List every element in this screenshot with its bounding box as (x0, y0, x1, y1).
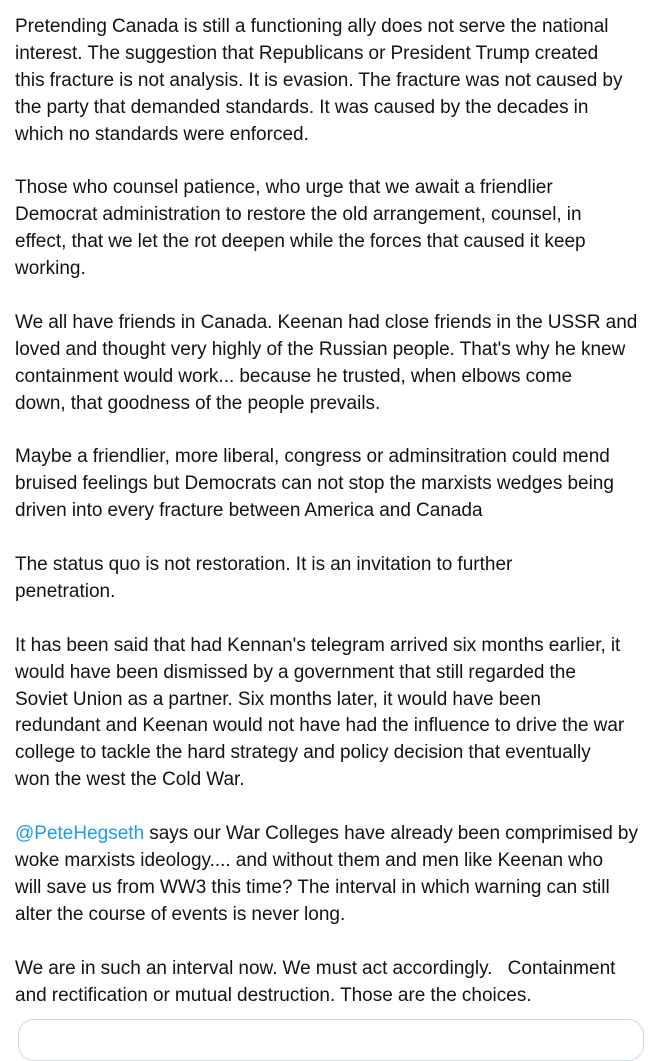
text-line: Pretending Canada is still a functioning ally does not serve the national (15, 16, 609, 37)
post-text (15, 14, 655, 1036)
paragraph-8 (15, 956, 655, 1010)
text-line: won the west the Cold War. (15, 769, 245, 791)
text-line: The status quo is not restoration. It is an invitation to further (15, 554, 513, 576)
paragraph-1 (15, 14, 655, 149)
text-line: Democrat administration to restore the old arrangement, counsel, in (15, 204, 582, 226)
paragraph-6 (15, 633, 655, 794)
paragraph-2 (15, 175, 655, 283)
text-line: college to tackle the hard strategy and policy decision that eventually (15, 742, 591, 764)
text-line: effect, that we let the rot deepen while the forces that caused it keep (15, 231, 586, 253)
text-line: penetration. (15, 580, 116, 602)
mention-link-petehegseth[interactable]: @PeteHegseth (15, 823, 145, 845)
text-line: which no standards were enforced. (15, 123, 309, 145)
embedded-card-edge[interactable] (18, 1019, 644, 1061)
text-line: redundant and Keenan would not have had the influence to drive the war (15, 715, 625, 737)
text-line: the party that demanded standards. It was caused by the decades in (15, 96, 589, 118)
paragraph-7 (15, 821, 655, 929)
text-line: driven into every fracture between America and Canada (15, 500, 483, 522)
text-line: It has been said that had Kennan's telegram arrived six months earlier, it (15, 634, 621, 656)
text-line: We are in such an interval now. We must act accordingly. Containment (15, 957, 616, 979)
text-line: and rectification or mutual destruction. Those are the choices. (15, 984, 532, 1006)
text-line: down, that goodness of the people prevails. (15, 392, 381, 414)
text-line: We all have friends in Canada. Keenan had close friends in the USSR and (15, 311, 638, 333)
text-line: Soviet Union as a partner. Six months later, it would have been (15, 688, 541, 710)
text-line (15, 821, 655, 848)
text-fragment: says our War Colleges have already been comprimised by (144, 823, 638, 845)
text-line: bruised feelings but Democrats can not stop the marxists wedges being (15, 473, 614, 495)
text-line: containment would work... because he trusted, when elbows come (15, 365, 573, 387)
text-line: Those who counsel patience, who urge that we await a friendlier (15, 177, 553, 199)
text-line: will save us from WW3 this time? The interval in which warning can still (15, 876, 610, 898)
paragraph-3 (15, 310, 655, 418)
paragraph-4 (15, 444, 655, 525)
text-line: interest. The suggestion that Republicans or President Trump created (15, 42, 599, 64)
text-line: would have been dismissed by a government that still regarded the (15, 661, 576, 683)
text-line: loved and thought very highly of the Russian people. That's why he knew (15, 338, 626, 360)
text-line: working. (15, 258, 86, 280)
text-line: woke marxists ideology.... and without them and men like Keenan who (15, 850, 604, 871)
paragraph-5 (15, 552, 655, 606)
text-line: alter the course of events is never long. (15, 903, 346, 925)
text-line: this fracture is not analysis. It is evasion. The fracture was not caused by (15, 69, 623, 91)
text-line: Maybe a friendlier, more liberal, congress or adminsitration could mend (15, 446, 610, 468)
